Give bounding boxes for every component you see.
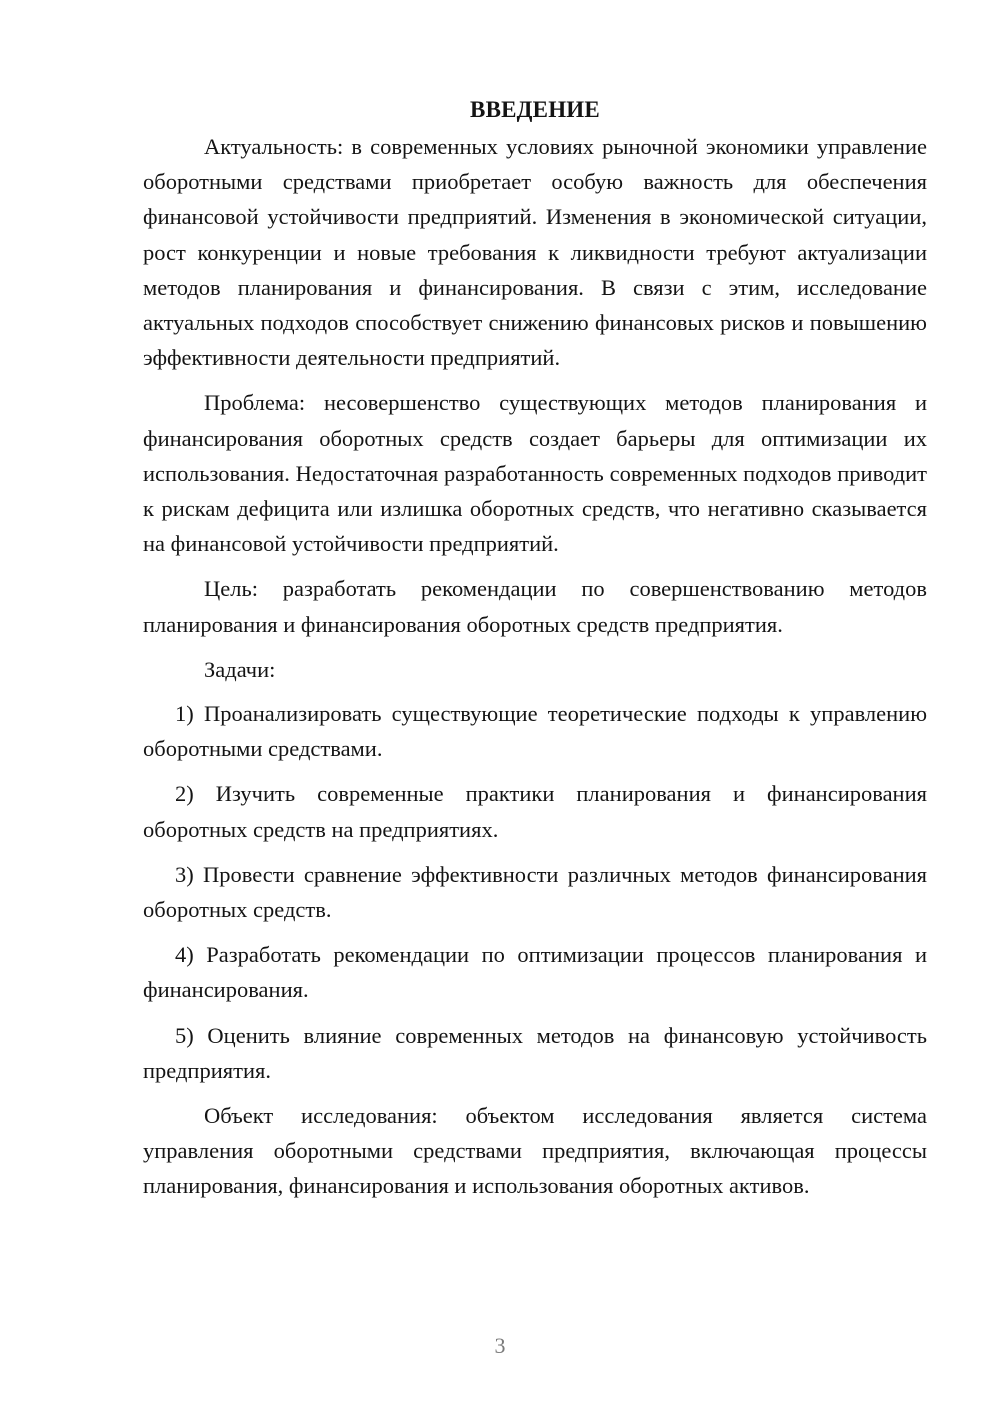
tasks-label: Задачи: [204,656,276,682]
paragraph-problem: Проблема: несовершенство существующих методов планирования и финансирования оборотных средств создает барьеры для оптимизации их использования. Недостаточная разработанность современных подходов приводит к рискам дефицита или излишка оборотных средств, что негативно сказывается на финансовой устойчивости предприятий. [143,390,927,557]
list-item: 5) Оценить влияние современных методов на финансовую устойчивость предприятия. [143,1022,927,1083]
document-page [143,92,927,1214]
page-number: 3 [494,1333,506,1358]
paragraph-goal: Цель: разработать рекомендации по совершенствованию методов планирования и финансирования оборотных средств предприятия. [143,576,927,637]
list-item: 3) Провести сравнение эффективности различных методов финансирования оборотных средств. [143,861,927,923]
list-item: 1) Проанализировать существующие теоретические подходы к управлению оборотными средствами. [143,701,927,762]
task-list [143,696,927,1088]
paragraph-object: Объект исследования: объектом исследования является система управления оборотными средствами предприятия, включающая процессы планирования, финансирования и использования оборотных активов. [143,1103,927,1199]
paragraph-relevance: Актуальность: в современных условиях рыночной экономики управление оборотными средствами приобретает особую важность для обеспечения финансовой устойчивости предприятий. Изменения в экономической ситуации, рост конкуренции и новые требования к ликвидности требуют актуализации методов планирования и финансирования. В связи с этим, исследование актуальных подходов способствует снижению финансовых рисков и повышению эффективности деятельности предприятий. [143,134,927,371]
page-title: ВВЕДЕНИЕ [470,97,600,122]
list-item: 2) Изучить современные практики планирования и финансирования оборотных средств на предприятиях. [143,781,927,842]
list-item: 4) Разработать рекомендации по оптимизации процессов планирования и финансирования. [143,942,927,1003]
